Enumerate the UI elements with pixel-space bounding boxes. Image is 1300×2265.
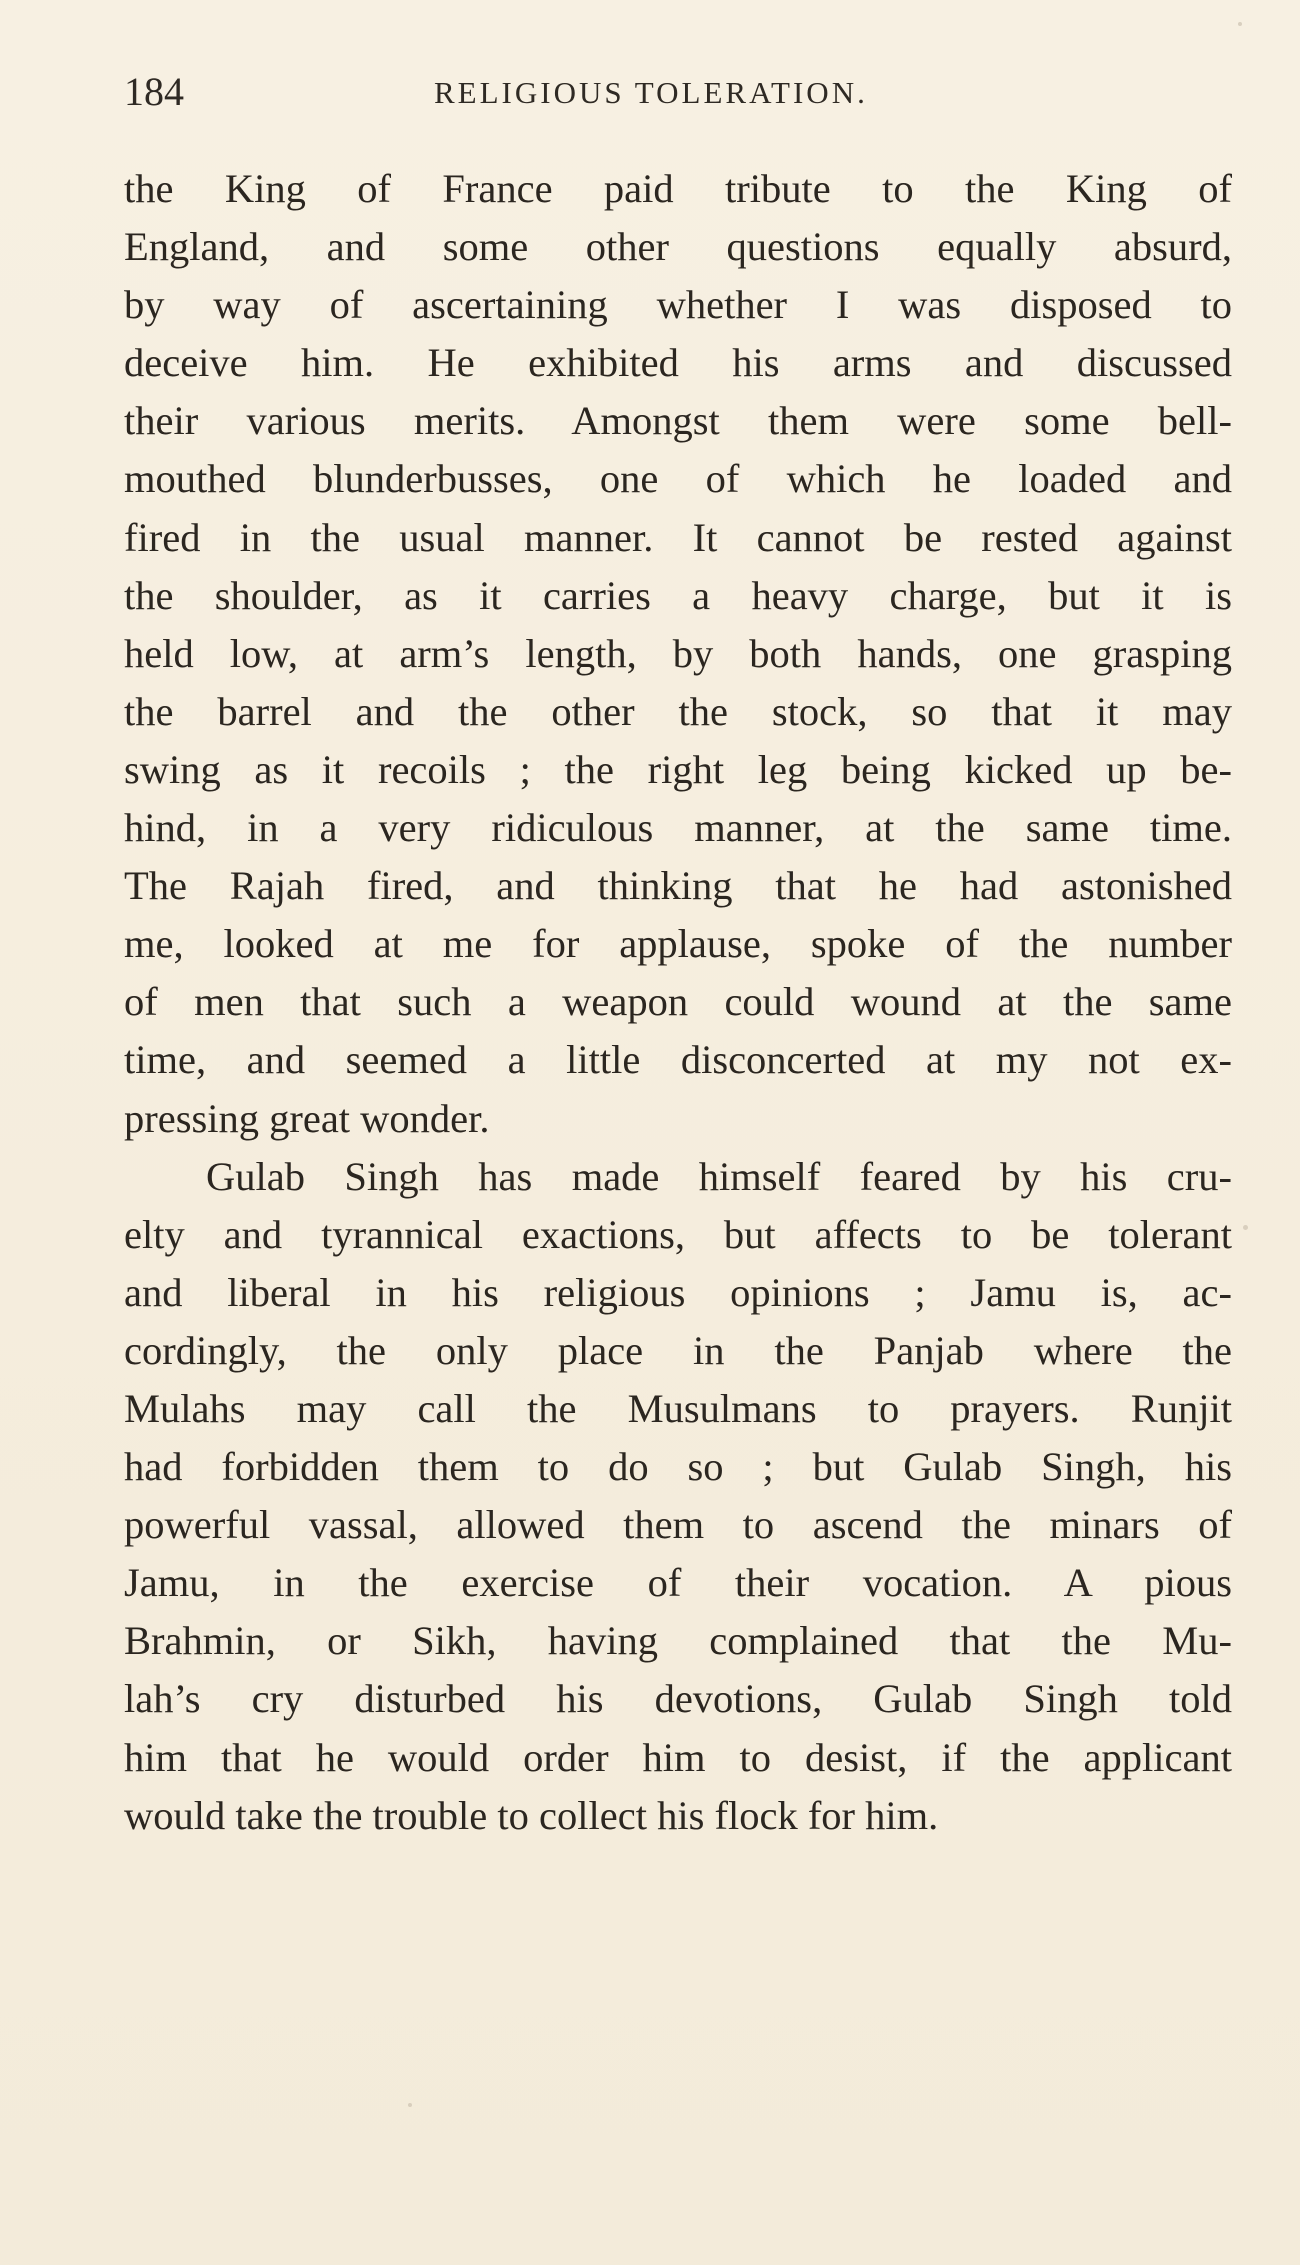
text-line: Brahmin, or Sikh, having complained that the Mu-	[124, 1618, 1232, 1664]
text-line: time, and seemed a little disconcerted at my not ex-	[124, 1037, 1232, 1083]
text-line: The Rajah fired, and thinking that he had astonished	[124, 863, 1232, 909]
page-number: 184	[124, 69, 184, 114]
paragraph-end-line: pressing great wonder.	[124, 1095, 490, 1141]
paper-speck	[1243, 1225, 1248, 1230]
text-line: swing as it recoils ; the right leg being kicked up be-	[124, 746, 1232, 792]
paragraph-end-line: would take the trouble to collect his flock for him.	[124, 1792, 939, 1838]
text-line: held low, at arm’s length, by both hands, one grasping	[124, 630, 1232, 676]
text-line: England, and some other questions equally absurd,	[124, 224, 1232, 270]
text-line: cordingly, the only place in the Panjab where the	[124, 1327, 1232, 1373]
paper-speck	[408, 2103, 412, 2107]
text-line: lah’s cry disturbed his devotions, Gulab Singh told	[124, 1676, 1232, 1722]
text-line: their various merits. Amongst them were some bell-	[124, 398, 1232, 444]
paragraph-start-line: Gulab Singh has made himself feared by his cru-	[206, 1153, 1232, 1199]
running-head	[124, 69, 1224, 114]
text-line: of men that such a weapon could wound at the same	[124, 979, 1232, 1025]
text-line: had forbidden them to do so ; but Gulab Singh, his	[124, 1444, 1232, 1490]
running-title: RELIGIOUS TOLERATION.	[434, 75, 868, 110]
text-line: Mulahs may call the Musulmans to prayers. Runjit	[124, 1385, 1232, 1431]
text-line: and liberal in his religious opinions ; Jamu is, ac-	[124, 1269, 1232, 1315]
paper-speck	[1238, 22, 1242, 26]
text-line: me, looked at me for applause, spoke of the number	[124, 921, 1232, 967]
text-line: hind, in a very ridiculous manner, at the same time.	[124, 805, 1232, 851]
text-line: elty and tyrannical exactions, but affects to be tolerant	[124, 1211, 1232, 1257]
text-line: deceive him. He exhibited his arms and discussed	[124, 340, 1232, 386]
text-line: the King of France paid tribute to the King of	[124, 166, 1232, 211]
text-line: by way of ascertaining whether I was disposed to	[124, 282, 1232, 328]
text-line: the barrel and the other the stock, so that it may	[124, 688, 1232, 734]
text-line: fired in the usual manner. It cannot be rested against	[124, 514, 1232, 560]
text-line: the shoulder, as it carries a heavy charge, but it is	[124, 572, 1232, 618]
body-text	[124, 160, 1232, 1845]
text-line: powerful vassal, allowed them to ascend the minars of	[124, 1502, 1232, 1548]
text-line: Jamu, in the exercise of their vocation. A pious	[124, 1560, 1232, 1606]
text-line: him that he would order him to desist, if the applicant	[124, 1734, 1232, 1780]
text-line: mouthed blunderbusses, one of which he loaded and	[124, 456, 1232, 502]
